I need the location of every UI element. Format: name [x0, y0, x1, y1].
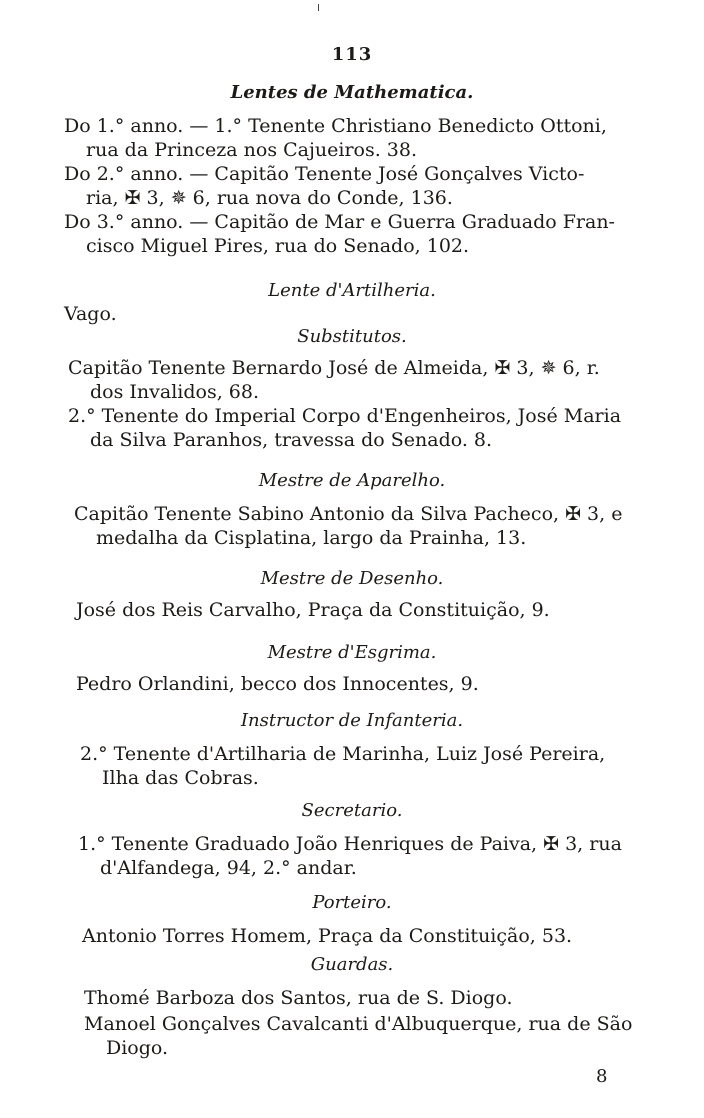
entry-line-1: Capitão Tenente Sabino Antonio da Silva Pacheco, ✠ 3, e	[74, 503, 623, 525]
printer-mark	[318, 4, 319, 11]
entry-line-2: cisco Miguel Pires, rua do Senado, 102.	[86, 235, 470, 257]
entry-desenho-1	[76, 598, 550, 622]
entry-mathematica-3	[64, 210, 615, 258]
section-heading-substitutos: Substitutos.	[297, 326, 407, 347]
section-heading-artilheria: Lente d'Artilheria.	[268, 280, 436, 301]
entry-guardas-2	[84, 1012, 632, 1060]
entry-mathematica-1	[64, 114, 607, 162]
section-heading-secretario: Secretario.	[301, 800, 403, 821]
section-heading-aparelho: Mestre de Aparelho.	[258, 470, 446, 491]
entry-mathematica-2	[64, 162, 584, 210]
entry-line-1: Antonio Torres Homem, Praça da Constituição, 53.	[82, 925, 573, 947]
section-heading-guardas: Guardas.	[310, 954, 394, 975]
entry-line-2: Ilha das Cobras.	[102, 767, 259, 789]
page-number: 113	[331, 44, 373, 65]
entry-line-2: rua da Princeza nos Cajueiros. 38.	[86, 139, 418, 161]
entry-line-1: José dos Reis Carvalho, Praça da Constituição, 9.	[76, 599, 550, 621]
entry-line-2: dos Invalidos, 68.	[90, 381, 259, 403]
section-heading-mathematica: Lentes de Mathematica.	[230, 82, 474, 103]
entry-line-1: Do 2.° anno. — Capitão Tenente José Gonçalves Victo-	[64, 163, 585, 185]
entry-line-1: Vago.	[64, 303, 117, 325]
section-heading-desenho: Mestre de Desenho.	[260, 568, 444, 589]
entry-line-1: Do 3.° anno. — Capitão de Mar e Guerra Graduado Fran-	[64, 211, 615, 233]
entry-line-1: Thomé Barboza dos Santos, rua de S. Diogo.	[84, 987, 513, 1009]
entry-line-2: da Silva Paranhos, travessa do Senado. 8.	[90, 429, 493, 451]
entry-line-1: 2.° Tenente do Imperial Corpo d'Engenheiros, José Maria	[68, 405, 622, 427]
entry-line-2: d'Alfandega, 94, 2.° andar.	[100, 857, 357, 879]
entry-infanteria-1	[80, 742, 605, 790]
entry-line-1: 1.° Tenente Graduado João Henriques de Paiva, ✠ 3, rua	[78, 833, 622, 855]
signature-mark: 8	[596, 1066, 608, 1087]
entry-line-1: 2.° Tenente d'Artilharia de Marinha, Luiz José Pereira,	[80, 743, 606, 765]
entry-line-2: Diogo.	[106, 1037, 169, 1059]
section-heading-esgrima: Mestre d'Esgrima.	[267, 642, 437, 663]
section-heading-infanteria: Instructor de Infanteria.	[240, 710, 464, 731]
entry-aparelho-1	[74, 502, 622, 550]
entry-line-1: Manoel Gonçalves Cavalcanti d'Albuquerque, rua de São	[84, 1013, 633, 1035]
entry-artilheria-1	[64, 302, 117, 326]
entry-secretario-1	[78, 832, 622, 880]
entry-porteiro-1	[82, 924, 572, 948]
entry-line-2: ria, ✠ 3, ✵ 6, rua nova do Conde, 136.	[86, 187, 453, 209]
entry-guardas-1	[84, 986, 512, 1010]
section-heading-porteiro: Porteiro.	[312, 892, 392, 913]
entry-substitutos-1	[68, 356, 600, 404]
entry-line-2: medalha da Cisplatina, largo da Prainha, 13.	[96, 527, 527, 549]
entry-esgrima-1	[76, 672, 479, 696]
entry-line-1: Capitão Tenente Bernardo José de Almeida, ✠ 3, ✵ 6, r.	[68, 357, 600, 379]
entry-substitutos-2	[68, 404, 621, 452]
entry-line-1: Pedro Orlandini, becco dos Innocentes, 9.	[76, 673, 479, 695]
entry-line-1: Do 1.° anno. — 1.° Tenente Christiano Benedicto Ottoni,	[64, 115, 607, 137]
